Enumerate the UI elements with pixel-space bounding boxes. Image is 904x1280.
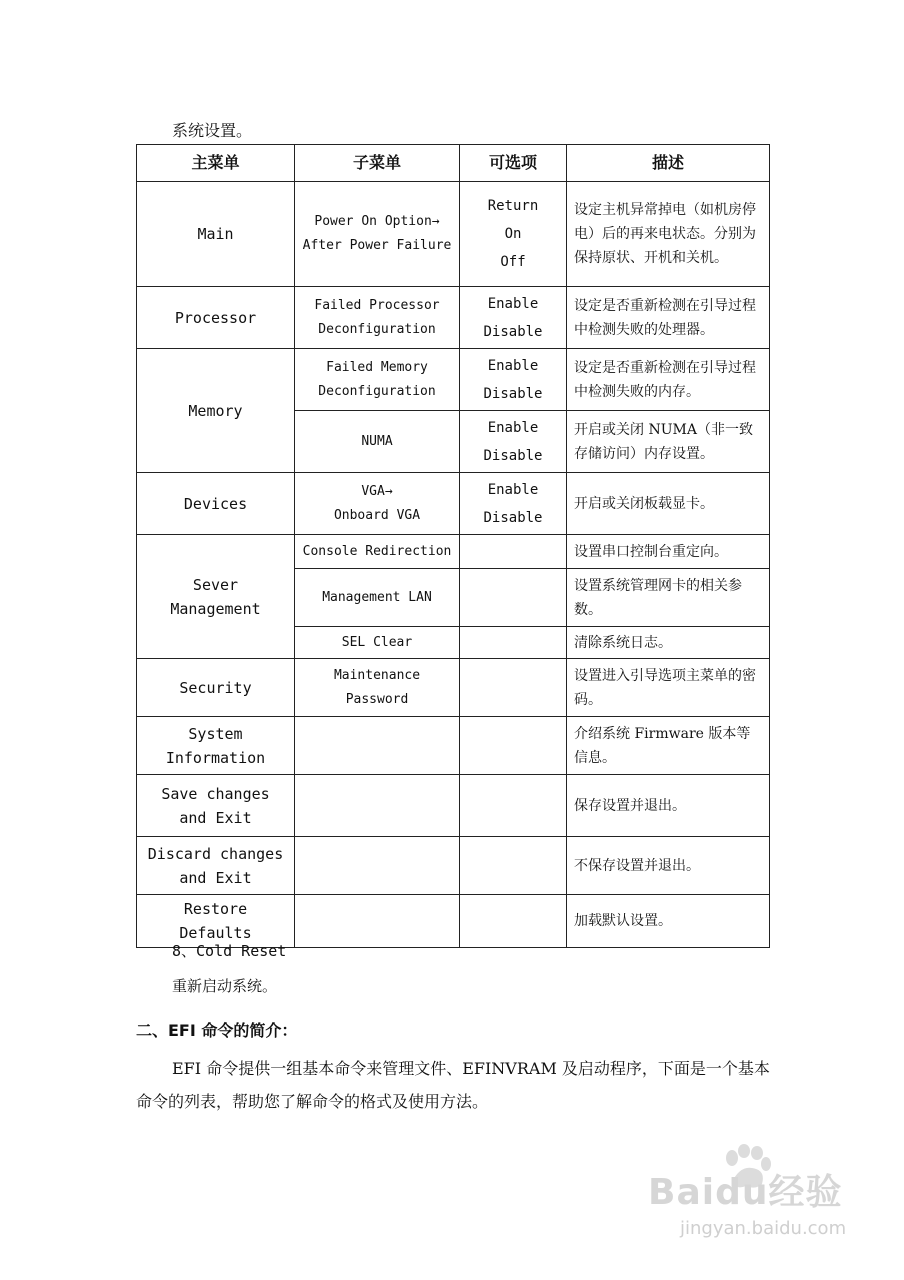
header-sub-menu: 子菜单 [295,145,460,182]
sub-menu-cell [295,411,460,473]
sub-menu-line: Failed Memory [326,359,428,375]
table-row [137,535,770,569]
sub-menu-line: Console Redirection [302,543,452,559]
options-cell [460,473,567,535]
description-cell: 介绍系统 Firmware 版本等信息。 [567,717,770,775]
main-menu-cell: Devices [137,473,295,535]
main-menu-cell: Main [137,182,295,287]
table-row [137,775,770,837]
options-cell [460,717,567,775]
description-cell: 设定是否重新检测在引导过程中检测失败的内存。 [567,349,770,411]
options-cell [460,659,567,717]
options-cell [460,287,567,349]
header-description: 描述 [567,145,770,182]
description-cell: 清除系统日志。 [567,627,770,659]
option-value: Off [500,254,526,270]
option-value: Disable [483,509,543,526]
section-2-paragraph: EFI 命令提供一组基本命令来管理文件、EFINVRAM 及启动程序，下面是一个基本命令的列表，帮助您了解命令的格式及使用方法。 [136,1059,770,1111]
sub-menu-line: Maintenance [333,667,421,683]
description-cell: 不保存设置并退出。 [567,837,770,895]
header-main-menu: 主菜单 [137,145,295,182]
table-header-row [137,145,770,182]
sub-menu-cell [295,659,460,717]
sub-menu-cell [295,182,460,287]
option-value: Disable [483,447,543,464]
sub-menu-line: VGA→ [361,483,393,499]
main-menu-cell: Processor [137,287,295,349]
table-row [137,182,770,287]
options-cell [460,411,567,473]
main-menu-cell: Memory [137,349,295,473]
options-cell [460,837,567,895]
sub-menu-cell [295,837,460,895]
description-cell: 设定是否重新检测在引导过程中检测失败的处理器。 [567,287,770,349]
option-value: Enable [487,419,539,436]
description-cell: 设置系统管理网卡的相关参数。 [567,569,770,627]
sub-menu-cell [295,717,460,775]
options-cell [460,182,567,287]
watermark-url: jingyan.baidu.com [680,1218,847,1239]
option-value: Enable [487,295,539,312]
main-menu-cell: System Information [137,717,295,775]
options-cell [460,627,567,659]
description-cell: 加载默认设置。 [567,895,770,948]
description-cell: 开启或关闭 NUMA（非一致存储访问）内存设置。 [567,411,770,473]
sub-menu-line: Power On Option→ [314,214,440,229]
description-cell: 设定主机异常掉电（如机房停电）后的再来电状态。分别为保持原状、开机和关机。 [567,182,770,287]
option-value: Enable [487,481,539,498]
sub-menu-line: After Power Failure [302,238,452,253]
table-row [137,287,770,349]
sub-menu-cell [295,473,460,535]
main-menu-cell: Save changes and Exit [137,775,295,837]
main-menu-cell: Discard changes and Exit [137,837,295,895]
sub-menu-cell [295,775,460,837]
sub-menu-line: Management LAN [322,589,432,605]
table-row [137,473,770,535]
option-value: Return [487,198,539,214]
options-cell [460,569,567,627]
option-value: Disable [483,323,543,340]
options-cell [460,535,567,569]
sub-menu-line: Deconfiguration [318,321,436,337]
table-row [137,717,770,775]
watermark-brand: Baidu经验 [648,1172,843,1213]
options-cell [460,895,567,948]
item-8-description: 重新启动系统。 [172,977,278,995]
option-value: Disable [483,385,543,402]
description-cell: 保存设置并退出。 [567,775,770,837]
baidu-jingyan-watermark [640,1150,860,1270]
sub-menu-line: Failed Processor [314,297,440,313]
options-cell [460,775,567,837]
options-cell [460,349,567,411]
description-cell: 开启或关闭板载显卡。 [567,473,770,535]
sub-menu-line: Onboard VGA [333,507,421,523]
sub-menu-cell [295,535,460,569]
sub-menu-cell [295,627,460,659]
table-row [137,349,770,411]
main-menu-cell: Security [137,659,295,717]
main-menu-cell: Sever Management [137,535,295,659]
description-cell: 设置进入引导选项主菜单的密码。 [567,659,770,717]
main-menu-cell: Restore Defaults [137,895,295,948]
sub-menu-cell [295,569,460,627]
bios-settings-table [136,144,770,948]
sub-menu-cell [295,287,460,349]
sub-menu-line: NUMA [361,433,393,449]
sub-menu-cell [295,895,460,948]
item-8-title: 8、Cold Reset [172,942,287,960]
intro-text: 系统设置。 [172,121,253,140]
table-row [137,659,770,717]
option-value: On [504,226,522,242]
description-cell: 设置串口控制台重定向。 [567,535,770,569]
header-options: 可选项 [460,145,567,182]
table-row [137,837,770,895]
sub-menu-line: Password [345,691,409,707]
sub-menu-line: SEL Clear [341,634,413,650]
sub-menu-cell [295,349,460,411]
option-value: Enable [487,357,539,374]
section-2-heading: 二、EFI 命令的简介： [136,1021,298,1040]
sub-menu-line: Deconfiguration [318,383,436,399]
